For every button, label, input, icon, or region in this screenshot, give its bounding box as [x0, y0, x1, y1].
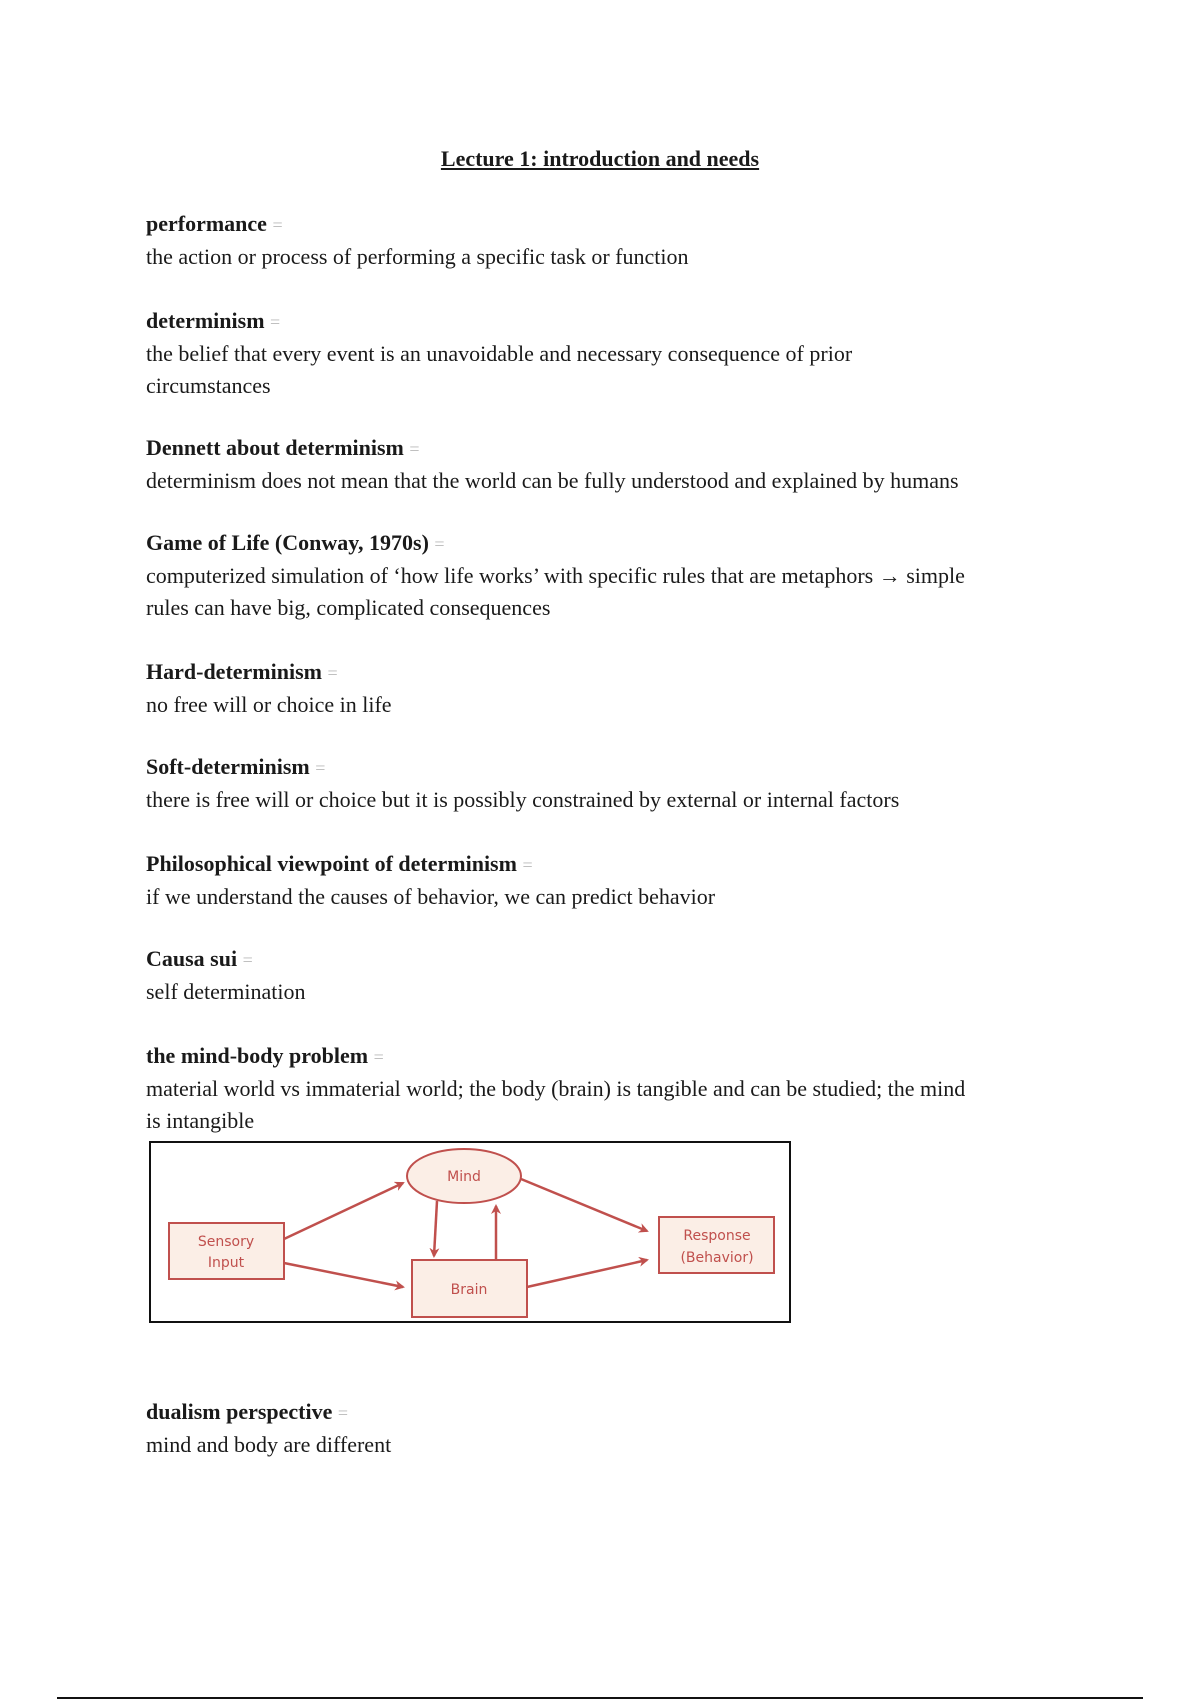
- definition-line: the action or process of performing a specific task or function: [146, 244, 689, 269]
- term: [146, 1396, 1066, 1429]
- term-label: the mind-body problem: [146, 1043, 369, 1068]
- separator: =: [522, 855, 533, 875]
- mind-label: Mind: [447, 1169, 481, 1185]
- separator: =: [270, 312, 281, 332]
- brain-label: Brain: [450, 1282, 488, 1298]
- definition-entry: [146, 527, 1066, 624]
- definition-line: the belief that every event is an unavoidable and necessary consequence of prior: [146, 341, 853, 366]
- definition-entry: [146, 656, 1066, 721]
- term-label: Hard-determinism: [146, 659, 322, 684]
- sensory-label-line1: Sensory: [197, 1234, 255, 1250]
- term-label: Game of Life (Conway, 1970s): [146, 530, 429, 555]
- definition-entry: [146, 848, 1066, 913]
- page-title: Lecture 1: introduction and needs: [440, 146, 760, 171]
- term-label: determinism: [146, 308, 265, 333]
- definition-line: computerized simulation of ‘how life works’ with specific rules that are metaphors → simple: [146, 563, 965, 588]
- separator: =: [434, 534, 445, 554]
- term: [146, 432, 1066, 465]
- arrow-mind-to-response: [521, 1179, 647, 1231]
- definition-entry: [146, 751, 1066, 816]
- separator: =: [373, 1047, 384, 1067]
- arrow-brain-to-response: [527, 1260, 647, 1287]
- definition-line: mind and body are different: [146, 1432, 392, 1457]
- sensory-label-line2: Input: [207, 1255, 245, 1271]
- separator: =: [242, 950, 253, 970]
- diagram-canvas: [151, 1143, 789, 1321]
- separator: =: [315, 758, 326, 778]
- definition-line: rules can have big, complicated consequences: [146, 595, 551, 620]
- term: [146, 1040, 1066, 1073]
- term-label: Dennett about determinism: [146, 435, 404, 460]
- bottom-divider: [57, 1697, 1143, 1699]
- arrow-sensory-to-mind: [284, 1183, 403, 1239]
- term-label: Causa sui: [146, 946, 238, 971]
- definition-entry: [146, 208, 1066, 273]
- term: [146, 751, 1066, 784]
- separator: =: [327, 663, 338, 683]
- definition-entry: [146, 1396, 1066, 1461]
- term-label: performance: [146, 211, 267, 236]
- term-label: dualism perspective: [146, 1399, 333, 1424]
- term-label: Philosophical viewpoint of determinism: [146, 851, 517, 876]
- separator: =: [272, 215, 283, 235]
- definition-line: if we understand the causes of behavior, we can predict behavior: [146, 884, 716, 909]
- definition-line: determinism does not mean that the world can be fully understood and explained by humans: [146, 468, 959, 493]
- definition-entry: [146, 432, 1066, 497]
- definition-line: is intangible: [146, 1108, 255, 1133]
- definition-line: self determination: [146, 979, 306, 1004]
- definition-line: circumstances: [146, 373, 271, 398]
- mind-body-diagram: [149, 1141, 791, 1323]
- response-label-line2: (Behavior): [680, 1250, 754, 1266]
- arrow-sensory-to-brain: [284, 1263, 403, 1287]
- separator: =: [337, 1403, 349, 1423]
- term: [146, 656, 1066, 689]
- definition-entry: [146, 943, 1066, 1008]
- definition-line: there is free will or choice but it is possibly constrained by external or internal factors: [146, 787, 900, 812]
- response-label-line1: Response: [683, 1228, 751, 1244]
- term: [146, 527, 1066, 560]
- separator: =: [409, 439, 420, 459]
- definition-line: material world vs immaterial world; the body (brain) is tangible and can be studied; the mind: [146, 1076, 966, 1101]
- term-label: Soft-determinism: [146, 754, 310, 779]
- definition-line: no free will or choice in life: [146, 692, 392, 717]
- term: [146, 305, 1066, 338]
- term: [146, 208, 1066, 241]
- definition-entry: [146, 305, 1066, 402]
- term: [146, 943, 1066, 976]
- term: [146, 848, 1066, 881]
- arrow-mind-to-brain: [434, 1201, 437, 1256]
- definition-entry: [146, 1040, 1066, 1137]
